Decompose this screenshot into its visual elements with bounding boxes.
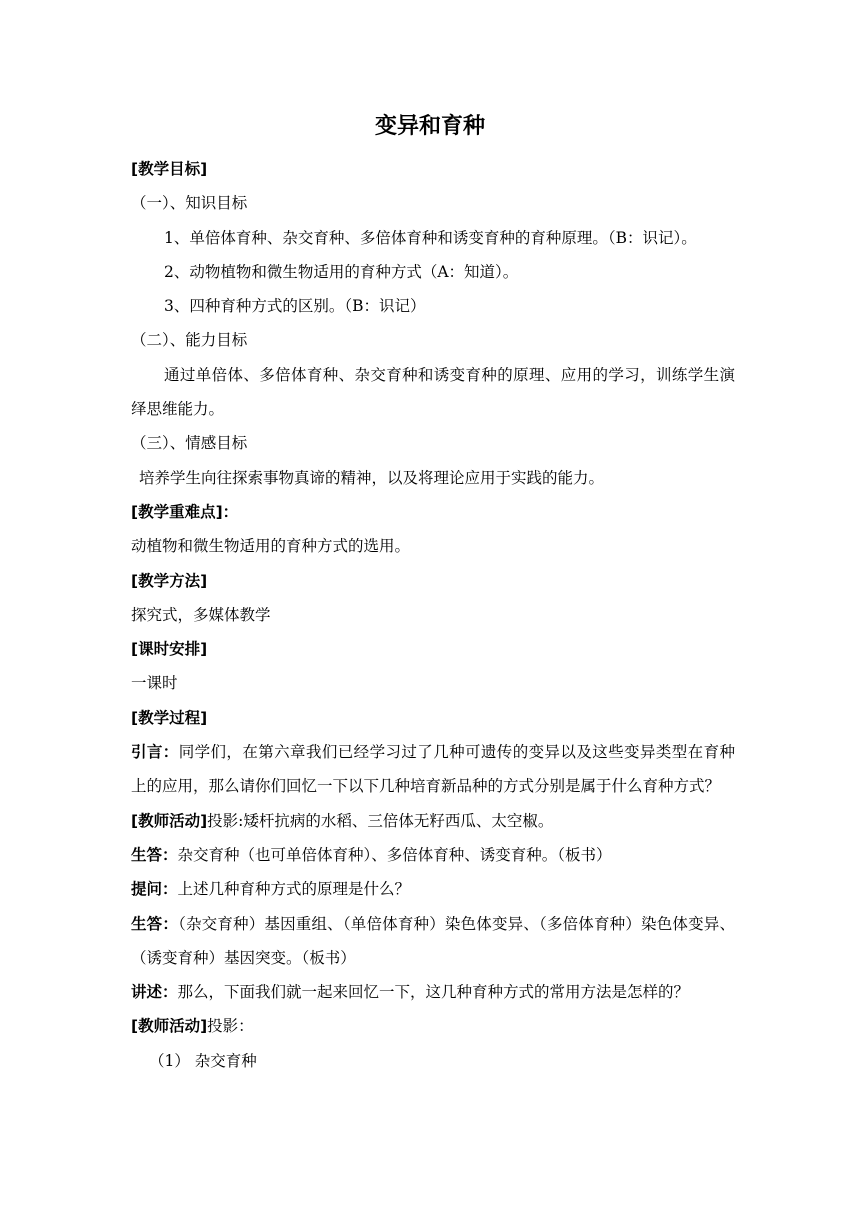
knowledge-item-2: 2、动物植物和微生物适用的育种方式（A：知道）。 xyxy=(164,262,519,281)
teacher-activity-1 xyxy=(131,804,735,838)
document-title: 变异和育种 xyxy=(374,114,485,139)
intro-text: 同学们，在第六章我们已经学习过了几种可遗传的变异以及这些变异类型在育种上的应用，那么请你们回忆一下以下几种培育新品种的方式分别是属于什么育种方式？ xyxy=(131,743,735,796)
knowledge-item-3: 3、四种育种方式的区别。（B：识记） xyxy=(164,297,426,316)
question-text: 上述几种育种方式的原理是什么？ xyxy=(177,880,411,899)
teacher-activity-2 xyxy=(131,1009,735,1043)
keypoints-text: 动植物和微生物适用的育种方式的选用。 xyxy=(131,537,411,556)
student-answer-1-text: 杂交育种（也可单倍体育种）、多倍体育种、诱变育种。（板书） xyxy=(177,845,612,864)
teacher-activity-1-text: 投影:矮杆抗病的水稻、三倍体无籽西瓜、太空椒。 xyxy=(207,811,554,830)
emotion-heading: （三）、情感目标 xyxy=(131,434,248,453)
knowledge-item-1: 1、单倍体育种、杂交育种、多倍体育种和诱变育种的育种原理。（B：识记）。 xyxy=(164,228,697,247)
intro-label: 引言： xyxy=(131,743,179,762)
keypoints-heading: [教学重难点] xyxy=(131,502,223,521)
ability-text: 通过单倍体、多倍体育种、杂交育种和诱变育种的原理、应用的学习，训练学生演绎思维能力。 xyxy=(131,365,735,419)
objectives-heading: [教学目标] xyxy=(131,160,208,178)
sub-item-hybrid-breeding: （1） 杂交育种 xyxy=(149,1051,257,1070)
process-heading: [教学过程] xyxy=(131,708,208,727)
student-answer-1 xyxy=(131,838,735,872)
lecture-line xyxy=(131,975,735,1009)
schedule-text: 一课时 xyxy=(131,674,178,693)
keypoints-heading-line xyxy=(131,495,735,529)
student-answer-1-label: 生答： xyxy=(131,845,178,864)
teacher-activity-2-label: [教师活动] xyxy=(131,1017,208,1036)
intro-paragraph xyxy=(131,735,735,804)
question-line xyxy=(131,872,735,906)
emotion-text: 培养学生向往探索事物真谛的精神，以及将理论应用于实践的能力。 xyxy=(139,468,605,487)
teacher-activity-1-label: [教师活动] xyxy=(131,811,208,830)
lecture-text: 那么，下面我们就一起来回忆一下，这几种育种方式的常用方法是怎样的？ xyxy=(177,983,690,1002)
method-text: 探究式，多媒体教学 xyxy=(131,605,271,624)
schedule-heading: [课时安排] xyxy=(131,640,208,659)
teacher-activity-2-text: 投影： xyxy=(207,1017,254,1036)
student-answer-2-label: 生答： xyxy=(131,914,179,933)
knowledge-heading: （一）、知识目标 xyxy=(131,194,248,213)
student-answer-2 xyxy=(131,907,735,976)
document-body xyxy=(131,152,735,1078)
keypoints-colon: ： xyxy=(222,502,239,521)
student-answer-2-text: （杂交育种）基因重组、（单倍体育种）染色体变异、（多倍体育种）染色体变异、（诱变育种）基因突变。（板书） xyxy=(131,914,735,967)
question-label: 提问： xyxy=(131,880,178,899)
method-heading: [教学方法] xyxy=(131,571,208,590)
ability-heading: （二）、能力目标 xyxy=(131,331,248,350)
lecture-label: 讲述： xyxy=(131,983,178,1002)
